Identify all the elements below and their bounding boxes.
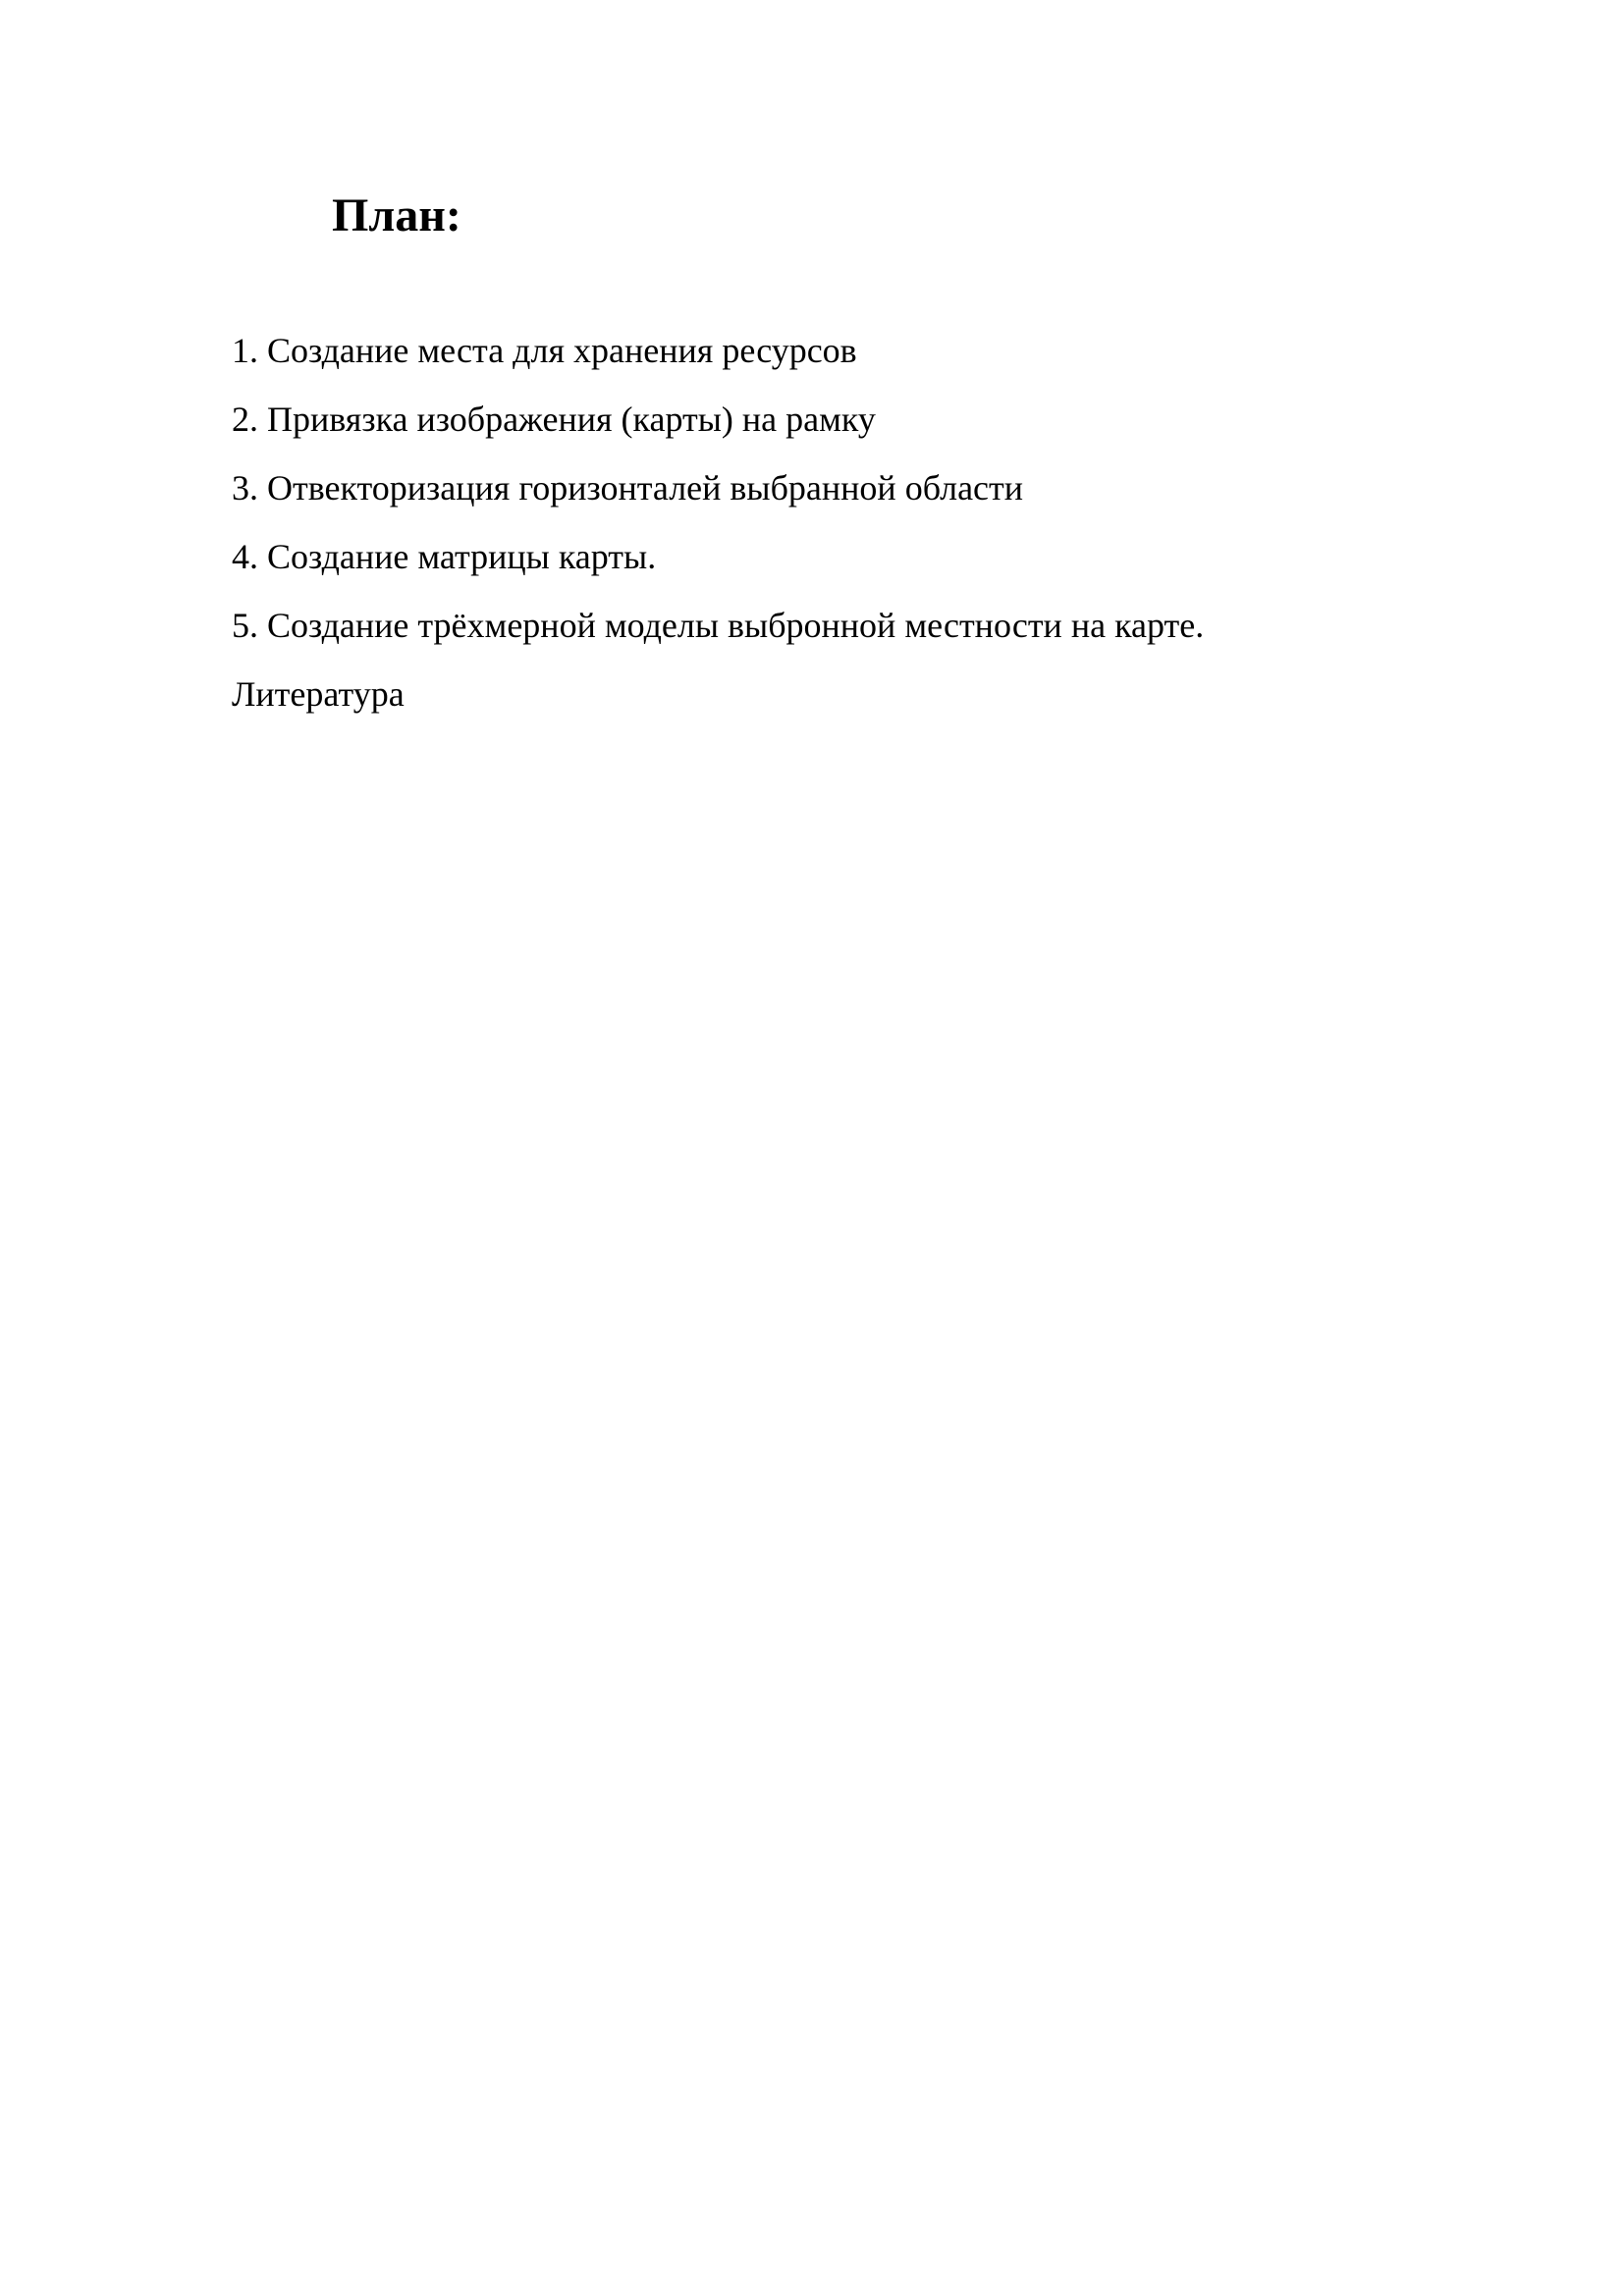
page-title: План: (332, 189, 461, 241)
plan-item-2: 2. Привязка изображения (карты) на рамку (232, 400, 876, 439)
plan-item-5: 5. Создание трёхмерной моделы выбронной местности на карте. (232, 606, 1205, 645)
plan-item-4: 4. Создание матрицы карты. (232, 537, 657, 576)
plan-item-3: 3. Отвекторизация горизонталей выбранной области (232, 468, 1024, 507)
plan-list (232, 316, 1204, 728)
plan-item-literature: Литература (232, 674, 405, 714)
plan-item-1: 1. Создание места для хранения ресурсов (232, 331, 857, 370)
